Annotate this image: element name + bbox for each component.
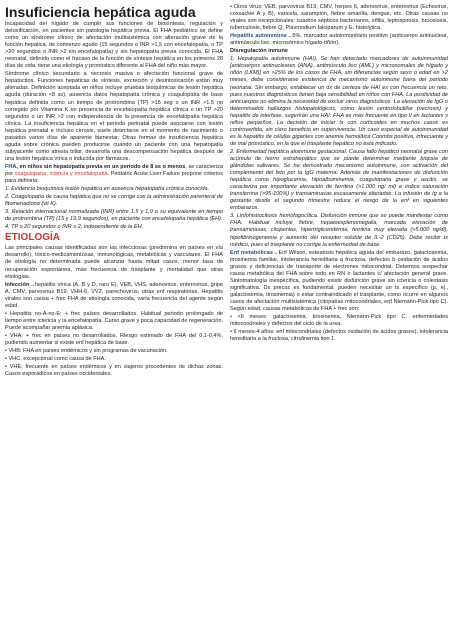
criterion-2: 2. Coagulopatía de causa hepática que no se corrige con la administración parenteral de fitomenadiona (vit K). [5,194,224,208]
metabolic-text: →Enf Wilson, esteatosis hepática aguda del embarazo, galactosemia, tirosinemia familiar, intolerancia hereditaria a fructosa, defectos b oxidación de ácidos grasos y deficiencias de transporte de electrones mitocondrial. Debemos sospechar causa metabólica del FHA sobre todo en RN o lactantes c/ afectación general grave. Sintomatología inespecífica, pudiendo existir disfunción grave sin ictericia o colestasis significativa. Dx precoz es fundamental, pueden necesitar un tx específico (p. ej., galactosemia, tirosinemia) o estar contraindicado el trasplante, como ocurre en algunos casos de afectación multisistémica (citopatías mitocondriales, enf Niemann-Pick tipo C). Según edad, causas metabólicas de FHA + frec son: [230,249,448,312]
fha-criteria-intro [5,164,223,185]
item-hai: 1. Hepatopatía autoinmune (HAI). Se han detectado marcadores de autoinmunidad [anticuerpos antinucleares (ANA), antimúsculo liso (AML) y microsomales de hígado y riñón (LKM)] en >25% de los casos de FHA, sin diferencias según sexo o edad en >2 meses, debe considerarse existencia de mecanismo autoinmune fuera del periodo neonatal. Sin embargo, establecer un dx de certeza de HAI es con frecuencia un reto, pues nuestros diagnósticos tienen baja sensibilidad en niños con FHA. La positividad de anticuerpos no elimina la necesidad de excluir otros diagnósticos. La elevación de IgG o determinados hallazgos histopatológicos, como lesión centrolobulillar (necrosis) y hepatitis de interfase, sugerirán una HAI. FHA es más frecuente en tipo II en lactantes y niños pequeños. La decisión de iniciar tx con corticoides en muchos casos es controvertida, sin claro beneficio en supervivencia. Un caso especial de autoinmunidad es la hepatitis de células gigantes con anemia hemolítica Coombs positiva, infrecuente y de mal pronóstico, en la que el trasplante hepático no está indicado. [230,56,448,147]
fha-condition: , en niños sin hepatopatía previa en un periodo de 8 ss o menos [16,163,186,170]
fha-connector: , se caracteriza por [5,163,223,177]
bullet-vha: • VHA: + frec en países no desarrollados. Riesgo estimado de FHA del 0,1-0,4%, pudiendo aumentar si existe enf hepática de base. [5,332,223,346]
page-title: Insuficiencia hepática aguda [5,4,196,20]
fha-triad: coagulopatía, ictericia y encefalopatía [14,170,108,177]
bullet-vhb: • VHB: FHA en países endémicos y sin programas de vacunación. [5,348,168,355]
bullet-vhe: • VHE: frecuente en países endémicos y en viajeros procedentes de dichas zonas. Casos esporádicos en países occidentales. [5,364,223,378]
criterion-4: 4. TP ≥ 20 segundos o INR ≥ 2, independiente de la EH. [5,224,144,231]
section-heading-etiologia: ETIOLOGÍA [5,232,60,244]
item-hlh: 3. Linfohistiocitosis hemofagocítica. Disfunción inmune que se puede manifestar como FHA. Habitual incluye fiebre, hepatoesplenomegalia, marcada elevación de transaminasas, citopenias, hipertrigliceridemia, ferritina muy elevada (>5.000 ng/dl), hipofibrinogenemia y aumento del receptor soluble de IL-2 (CD25). Debe recibir tx médico, pues el trasplante no corrige la enfermedad de base. [230,213,448,248]
autoimmune-hepatitis-paragraph [230,33,448,47]
autoimmune-hepatitis-text: →5%, marcador autoinmunitario positivo (anticuerpo antinuclear, antimúsculo liso, microsómico hígado-riñón). [230,33,449,47]
bullet-vhc: • VHC, excepcional como causa de FHA. [5,356,106,363]
section-heading-disregulacion: Disregulación inmune [230,48,288,55]
fha-criteria-source: . Pediatric Acute Liver Failure propone criterios para definirla: [5,170,223,185]
causes-paragraph: Las principales causas identificadas son las infecciosas (predomina en países en vía desarrollo), tóxico-medicamentosas, inmunológicas, metabólicas y vasculares. El FHA de etiología no determinada puede alcanzar hasta mitad casos, menor tasa de recuperación espontánea, más frecuencia de trasplante y mortalidad que otras etiologías. [5,245,223,280]
bullet-under-6-months: • <6 meses: galactosemia, tirosinemia, Niemann-Pick tipo C, enfermedades mitocondriales y defectos del ciclo de la urea. [230,314,448,328]
metabolic-label: Enf metabólicas [230,249,273,256]
infection-paragraph [5,282,223,310]
metabolic-paragraph [230,250,448,313]
criterion-1: 1. Evidencia bioquímica lesión hepática en ausencia hepatopatía crónica conocida. [5,186,210,193]
autoimmune-hepatitis-label: Hepatitis autoinmune [230,33,287,40]
bullet-6-months-4-years: • 6 meses-4 años: enf mitocondriales (defectos oxidación de ácidos grasos), intolerancia hereditaria a la fructosa, citrulinemia tipo 1. [230,329,448,343]
item-gestational-alloimmune: 2. Enfermedad hepática aloinmune gestacional. Causa fallo hepático neonatal grave con acúmulo de hierro extrahepático que se puede determinar mediante biopsia de glándulas salivares. Se ha demostrado mecanismo autoinmune, con activación del complemento del feto por la IgG materna. Además de manifestaciones de disfunción hepática como hipoglucemia, hipoalbuminemia, coagulopatía grave y ascitis, se caracteriza por importante elevación de ferritina (>1.000 ng/ ml) e índice saturación transferrina (>95-100%) y transaminasas escasamente alteradas. La infusión de Ig a la gestante desde el segundo trimestre reduce el riesgo de la enf en siguientes embarazos. [230,148,448,212]
criterion-3: 3. Relación internacional normalizada (INR) entre 1,5 y 1,9 o su equivalente en tiempo de protrombina (TP) (15 y 19,9 segundos), en paciente con encefalopatía hepática (EH). [5,209,223,223]
syndrome-paragraph: Síndrome clínico secundario a necrosis masiva o afectación funcional grave de hepatocitos. Funciones hepáticas de síntesis, excreción y desintoxicación están muy alteradas. Definición aceptada en niños incluye pruebas bioquímicas de lesión hepática aguda (duración <8 ss), ausencia datos hepatopatía crónica y coagulopatía de base hepática definida como un tiempo de protrombina (TP) >15 seg o un INR >1.5 no corregido por Vitamina K en presencia de encefalopatía hepática clínica o un TP >20 segundos o un INR >2 con independencia de la presencia de encefalopatía hepática clínica. La insuficiencia hepática en el periodo perinatal puede asociarse con lesión hepática prenatal e incluso cirrosis, suele detectarse en el momento de nacimiento o pasados varios días de aparente bienestar. Otras formas de insuficiencia hepática aguda sobre crónica pueden producirse cuando un paciente con una hepatopatía subyacente como atresia biliar, desarrolla una descompensación hepática después de una lesión hepática vírica o inducida por fármacos. [5,71,223,162]
infection-text: →hepatitis vírica (A, B y D, raro E), VEB, VHS, adenovirus, enterovirus, gripe A, CMV, parvovirus B19, VHH-6, VVZ, parechovirus, otras enf respiratorias. Hepatitis virales son causa + frec FHA de etiología conocida, varía frecuencia del agente según edad. [5,281,223,309]
infection-label: Infección [5,281,30,288]
definition-paragraph: Incapacidad del hígado de cumplir sus funciones de biosíntesis, regulación y detoxificación, en pacientes sin patología hepática previa. El FHA pediátrico se define como un síndrome clínico de afectación multisistémica con alteración grave de la función hepática, de comienzo agudo (15 segundos o INR >1,5 con encefalopatía, o TP >20 segundos o INR >2 sin encefalopatía) y sin hepatopatía previa conocida. El FHA neonatal, definido como el fracaso de la función de síntesis hepática en los primeros 28 días de vida, tiene una etiología y pronóstico diferente al FHA del niño más mayor. [5,21,223,70]
bullet-hepatitis-no-a-no-e: • Hepatitis no-A-no-E: + frec países desarrollados. Habitual periodo prolongado de tiempo entre ictericia y la encefalopatía. Curso grave y poca capacidad de regeneración. Puede acompañar anemia aplásica. [5,310,223,331]
left-column [5,4,223,379]
right-column [230,4,448,344]
bullet-other-viruses: • Otros virus: VEB, parvovirus B19, CMV, herpes 6, adenovirus, enterovirus (Echovirus, coxsackie A y B), varicela, sarampión, fiebre amarilla, dengue, etc. Otras causas no virales son excepcionales: cuadros sépticos bacterianos, sífilis, leptospirosis, brucelosis, tuberculosis, fiebre Q, Plasmodium falciparum y E. histolytica. [230,4,448,32]
fha-label: FHA [5,163,17,170]
